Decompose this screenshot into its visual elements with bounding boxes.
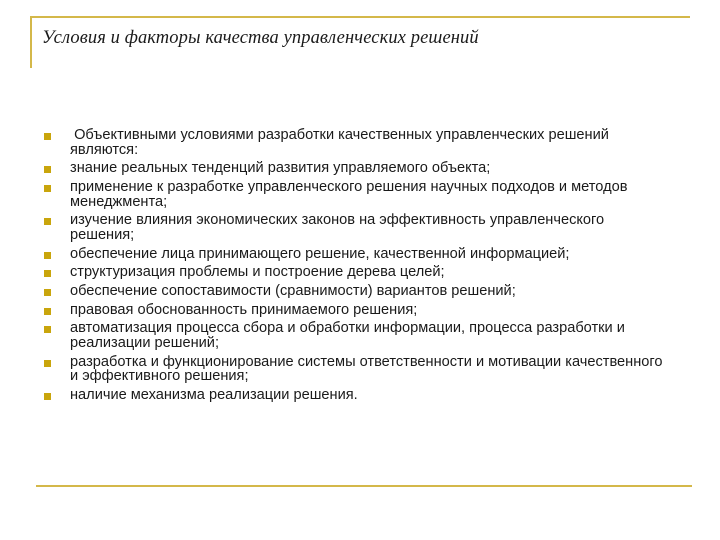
square-bullet-icon <box>44 133 51 140</box>
bullet-text: знание реальных тенденций развития управляемого объекта; <box>70 160 491 177</box>
square-bullet-icon <box>44 289 51 296</box>
bullet-item <box>44 388 664 403</box>
bullet-item <box>44 265 664 280</box>
bullet-list <box>44 128 664 403</box>
bullet-item <box>44 161 664 176</box>
bullet-item <box>44 355 664 385</box>
bottom-rule <box>36 485 692 487</box>
square-bullet-icon <box>44 218 51 225</box>
bullet-text: структуризация проблемы и построение дерева целей; <box>70 264 445 281</box>
slide-title: Условия и факторы качества управленческих решений <box>42 28 479 48</box>
bullet-item <box>44 213 664 243</box>
bullet-item <box>44 303 664 318</box>
bullet-item <box>44 284 664 299</box>
square-bullet-icon <box>44 393 51 400</box>
title-left-rule <box>30 16 32 68</box>
square-bullet-icon <box>44 270 51 277</box>
square-bullet-icon <box>44 326 51 333</box>
bullet-text: разработка и функционирование системы ответственности и мотивации качественного и эффективного решения; <box>70 353 663 385</box>
bullet-text: наличие механизма реализации решения. <box>70 386 358 403</box>
slide-content <box>44 128 664 407</box>
bullet-text: автоматизация процесса сбора и обработки информации, процесса разработки и реализации решений; <box>70 320 625 351</box>
square-bullet-icon <box>44 308 51 315</box>
square-bullet-icon <box>44 166 51 173</box>
square-bullet-icon <box>44 252 51 259</box>
square-bullet-icon <box>44 360 51 367</box>
bullet-item <box>44 321 664 351</box>
bullet-text: Объективными условиями разработки качественных управленческих решений являются: <box>70 127 613 158</box>
bullet-text: изучение влияния экономических законов на эффективность управленческого решения; <box>70 212 605 244</box>
bullet-item <box>44 180 664 210</box>
bullet-item <box>44 247 664 262</box>
title-top-rule <box>30 16 690 18</box>
bullet-text: правовая обоснованность принимаемого решения; <box>70 301 418 318</box>
square-bullet-icon <box>44 185 51 192</box>
bullet-text: обеспечение лица принимающего решение, качественной информацией; <box>70 245 570 262</box>
bullet-item <box>44 128 664 158</box>
bullet-text: применение к разработке управленческого решения научных подходов и методов менеджмента; <box>70 178 628 210</box>
bullet-text: обеспечение сопоставимости (сравнимости) вариантов решений; <box>70 282 516 299</box>
